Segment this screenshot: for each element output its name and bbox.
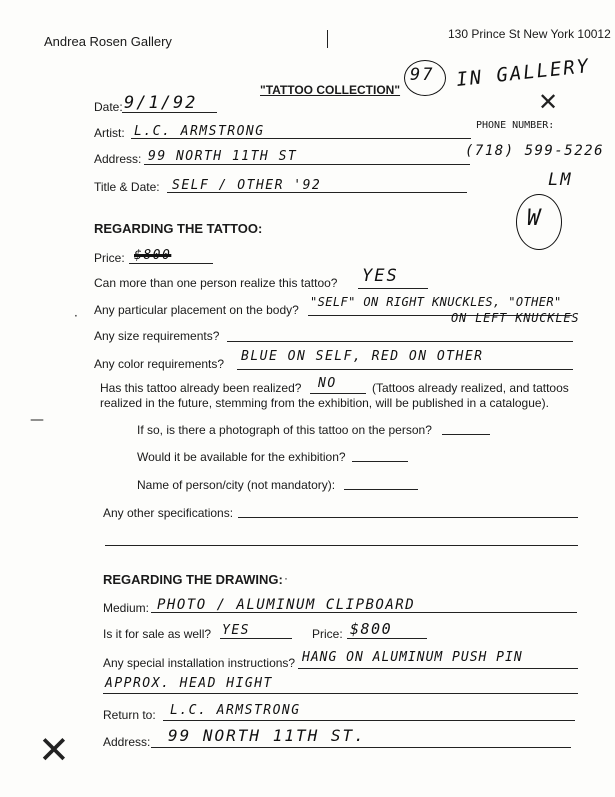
photo-label: If so, is there a photograph of this tattoo on the person? bbox=[137, 423, 432, 437]
photo-line[interactable] bbox=[442, 434, 490, 435]
available-label: Would it be available for the exhibition? bbox=[137, 450, 346, 464]
tattoo-heading: REGARDING THE TATTOO: bbox=[94, 221, 263, 236]
address-line bbox=[144, 164, 470, 165]
left-margin-tick: — bbox=[30, 412, 44, 428]
catalogue-number: 97 bbox=[410, 65, 435, 85]
in-gallery-note: IN GALLERY bbox=[455, 55, 592, 91]
sale-label: Is it for sale as well? bbox=[103, 627, 212, 641]
placement-value[interactable]: "SELF" ON RIGHT KNUCKLES, "OTHER" bbox=[310, 295, 562, 309]
color-value[interactable]: BLUE ON SELF, RED ON OTHER bbox=[241, 349, 484, 364]
available-line[interactable] bbox=[352, 461, 408, 462]
placement-label: Any particular placement on the body? bbox=[94, 303, 299, 317]
other-label: Any other specifications: bbox=[103, 506, 234, 520]
w-letter: W bbox=[527, 206, 543, 231]
realize-value[interactable]: YES bbox=[362, 266, 399, 286]
date-label: Date: bbox=[94, 100, 123, 114]
address-label: Address: bbox=[94, 152, 142, 166]
tattoo-price-value[interactable]: $800 bbox=[134, 248, 172, 263]
tattoo-price-label: Price: bbox=[94, 251, 125, 265]
return-line bbox=[163, 720, 575, 721]
artist-value[interactable]: L.C. ARMSTRONG bbox=[134, 124, 265, 139]
artist-label: Artist: bbox=[94, 126, 125, 140]
date-value[interactable]: 9/1/92 bbox=[124, 93, 198, 113]
gallery-name: Andrea Rosen Gallery bbox=[44, 34, 172, 49]
phone-label: PHONE NUMBER: bbox=[476, 120, 555, 131]
drawing-price-value[interactable]: $800 bbox=[350, 620, 393, 638]
install-line-2 bbox=[103, 693, 578, 694]
heading-dot: · bbox=[284, 571, 288, 585]
header-divider bbox=[327, 30, 328, 48]
title-date-label: Title & Date: bbox=[94, 180, 160, 194]
medium-label: Medium: bbox=[103, 601, 150, 615]
sale-line bbox=[220, 638, 292, 639]
drawing-price-label: Price: bbox=[312, 627, 343, 641]
color-label: Any color requirements? bbox=[94, 357, 225, 371]
drawing-address-value[interactable]: 99 NORTH 11TH ST. bbox=[168, 726, 366, 745]
person-line[interactable] bbox=[344, 489, 418, 490]
size-line[interactable] bbox=[227, 341, 573, 342]
left-margin-cross-mark: ✕ bbox=[38, 728, 70, 772]
medium-value[interactable]: PHOTO / ALUMINUM CLIPBOARD bbox=[157, 597, 416, 613]
form-title: "TATTOO COLLECTION" bbox=[260, 83, 401, 97]
tattoo-price-line bbox=[129, 263, 213, 264]
realized-value[interactable]: NO bbox=[318, 376, 337, 391]
drawing-heading: REGARDING THE DRAWING: bbox=[103, 572, 283, 587]
realize-label: Can more than one person realize this tattoo? bbox=[94, 276, 338, 290]
phone-value[interactable]: (718) 599-5226 bbox=[465, 143, 605, 159]
install-value-continued[interactable]: APPROX. HEAD HIGHT bbox=[105, 676, 273, 691]
left-margin-dot: · bbox=[74, 309, 78, 323]
gallery-address: 130 Prince St New York 10012 bbox=[448, 27, 611, 41]
install-value[interactable]: HANG ON ALUMINUM PUSH PIN bbox=[302, 650, 523, 665]
color-line bbox=[237, 369, 573, 370]
realized-line bbox=[310, 393, 366, 394]
install-label: Any special installation instructions? bbox=[103, 656, 296, 670]
other-line-2[interactable] bbox=[105, 545, 578, 546]
return-label: Return to: bbox=[103, 708, 156, 722]
initials: LM bbox=[548, 170, 573, 190]
size-label: Any size requirements? bbox=[94, 329, 220, 343]
title-date-value[interactable]: SELF / OTHER '92 bbox=[172, 178, 322, 193]
phone-cross-mark: ✕ bbox=[538, 88, 559, 116]
realized-note: (Tattoos already realized, and tattoos bbox=[372, 381, 569, 395]
placement-value-continued[interactable]: ON LEFT KNUCKLES bbox=[451, 311, 580, 325]
realized-label: Has this tattoo already been realized? bbox=[100, 381, 302, 395]
person-label: Name of person/city (not mandatory): bbox=[137, 478, 336, 492]
drawing-address-label: Address: bbox=[103, 735, 151, 749]
address-value[interactable]: 99 NORTH 11TH ST bbox=[148, 149, 298, 164]
other-line[interactable] bbox=[238, 517, 578, 518]
install-line bbox=[298, 668, 578, 669]
realize-line bbox=[358, 288, 428, 289]
realized-note-continued: realized in the future, stemming from the exhibition, will be published in a catalogue). bbox=[100, 396, 549, 410]
return-value[interactable]: L.C. ARMSTRONG bbox=[170, 703, 301, 718]
drawing-price-line bbox=[347, 638, 427, 639]
sale-value[interactable]: YES bbox=[222, 623, 250, 638]
drawing-address-line bbox=[151, 747, 571, 748]
